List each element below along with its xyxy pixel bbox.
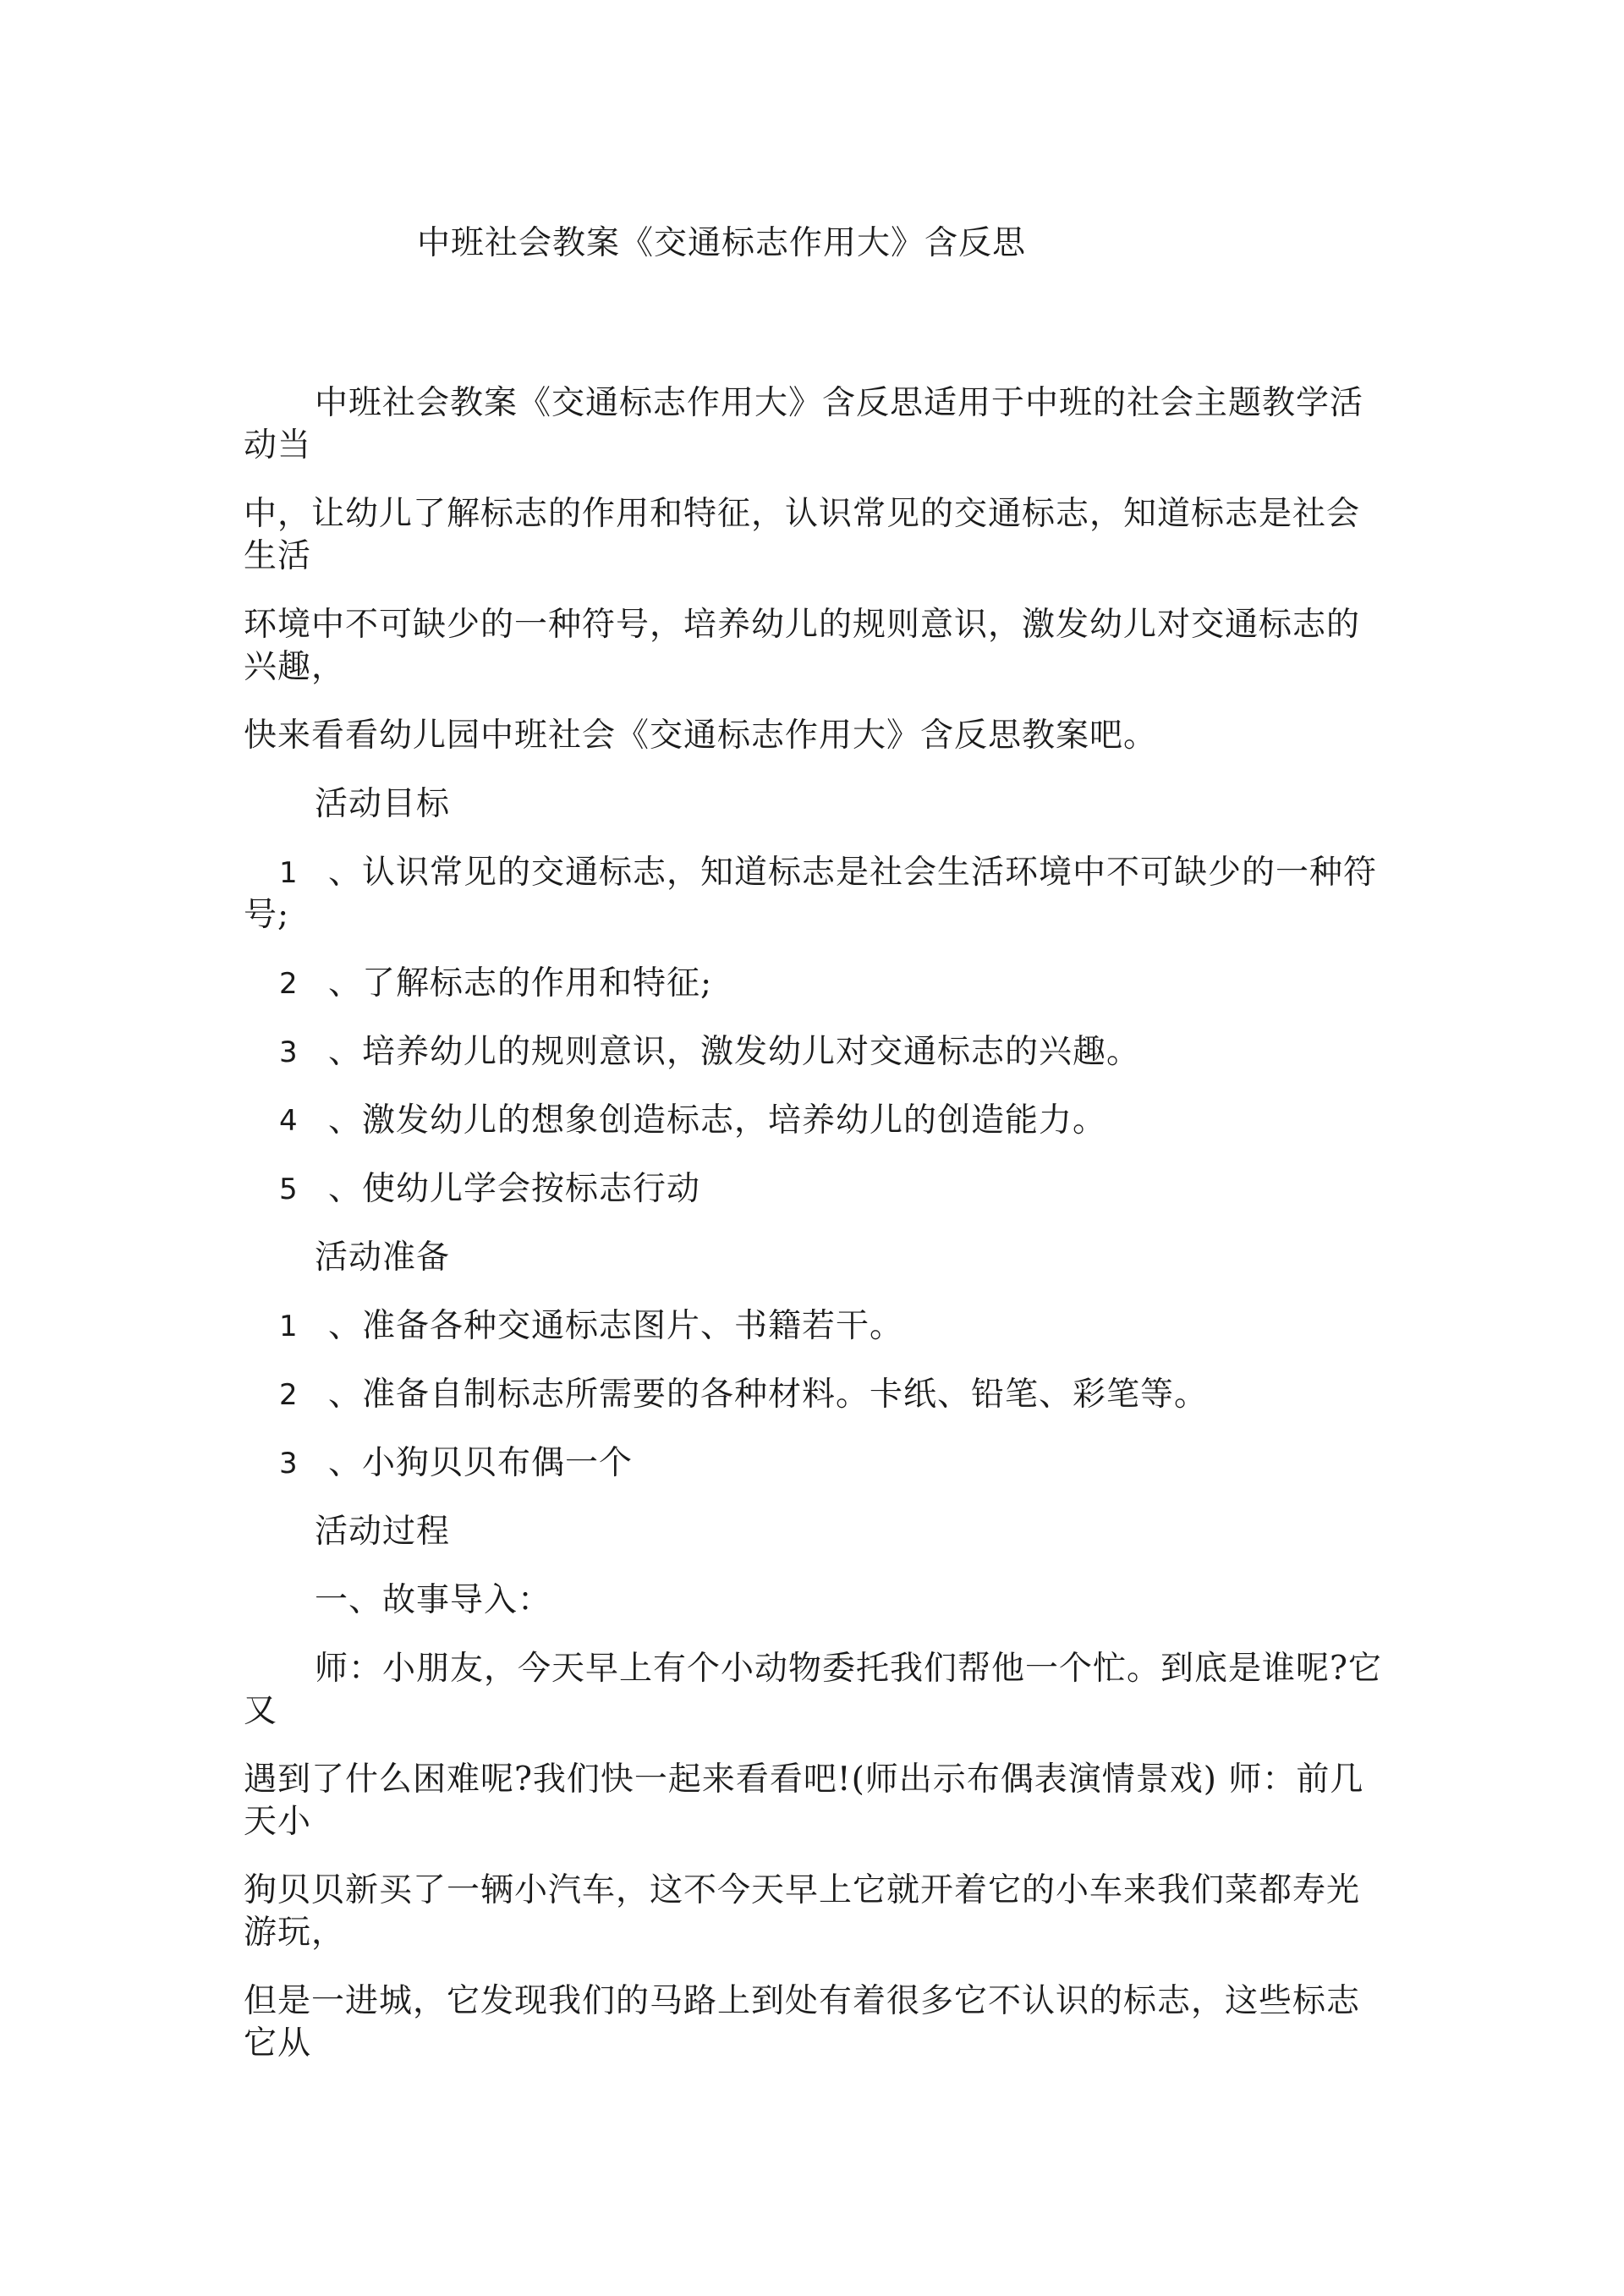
goal-text: 、培养幼儿的规则意识，激发幼儿对交通标志的兴趣。: [328, 1033, 1141, 1071]
intro-line-7: 快来看看幼儿园中班社会《交通标志作用大》含反思教案吧。: [244, 717, 1158, 755]
story-line-7: 但是一进城，它发现我们的马路上到处有着很多它不认识的标志，这些标志: [244, 1982, 1361, 2020]
goal-text: 、认识常见的交通标志，知道标志是社会生活环境中不可缺少的一种符: [328, 854, 1378, 892]
process-heading: 活动过程: [315, 1513, 451, 1551]
story-line-4: 天小: [244, 1803, 312, 1841]
goal-text: 、使幼儿学会按标志行动: [328, 1170, 701, 1208]
prep-number: 1: [279, 1310, 298, 1343]
goal-text: 、了解标志的作用和特征;: [328, 964, 713, 1002]
goal-number: 3: [279, 1035, 298, 1069]
story-line-2: 又: [244, 1692, 278, 1730]
prep-number: 3: [279, 1447, 298, 1480]
story-line-8: 它从: [244, 2024, 312, 2063]
goal-number: 1: [279, 856, 298, 890]
story-line-6: 游玩，: [244, 1914, 346, 1952]
prep-heading: 活动准备: [315, 1239, 451, 1277]
intro-line-6: 兴趣，: [244, 648, 346, 686]
story-line-3: 遇到了什么困难呢?我们快一起来看看吧!(师出示布偶表演情景戏) 师：前几: [244, 1760, 1364, 1799]
prep-number: 2: [279, 1378, 298, 1412]
story-line-1: 师：小朋友，今天早上有个小动物委托我们帮他一个忙。到底是谁呢?它: [315, 1650, 1382, 1688]
goal-text: 、激发幼儿的想象创造标志，培养幼儿的创造能力。: [328, 1101, 1107, 1140]
goal-text-continued: 号;: [244, 896, 290, 934]
goal-number: 2: [279, 967, 298, 1001]
goals-heading: 活动目标: [315, 785, 451, 823]
story-line-5: 狗贝贝新买了一辆小汽车，这不今天早上它就开着它的小车来我们菜都寿光: [244, 1871, 1361, 1909]
goal-number: 5: [279, 1173, 298, 1206]
page-title: 中班社会教案《交通标志作用大》含反思: [417, 224, 1027, 262]
prep-text: 、小狗贝贝布偶一个: [328, 1444, 634, 1482]
intro-line-2: 动当: [244, 426, 312, 464]
prep-text: 、准备自制标志所需要的各种材料。卡纸、铅笔、彩笔等。: [328, 1376, 1209, 1414]
goal-number: 4: [279, 1104, 298, 1138]
story-heading: 一、故事导入：: [315, 1581, 552, 1619]
prep-text: 、准备各种交通标志图片、书籍若干。: [328, 1307, 904, 1345]
intro-line-1: 中班社会教案《交通标志作用大》含反思适用于中班的社会主题教学活: [315, 384, 1364, 422]
intro-line-4: 生活: [244, 537, 312, 575]
intro-line-5: 环境中不可缺少的一种符号，培养幼儿的规则意识，激发幼儿对交通标志的: [244, 606, 1361, 644]
intro-line-3: 中，让幼儿了解标志的作用和特征，认识常见的交通标志，知道标志是社会: [244, 495, 1361, 533]
